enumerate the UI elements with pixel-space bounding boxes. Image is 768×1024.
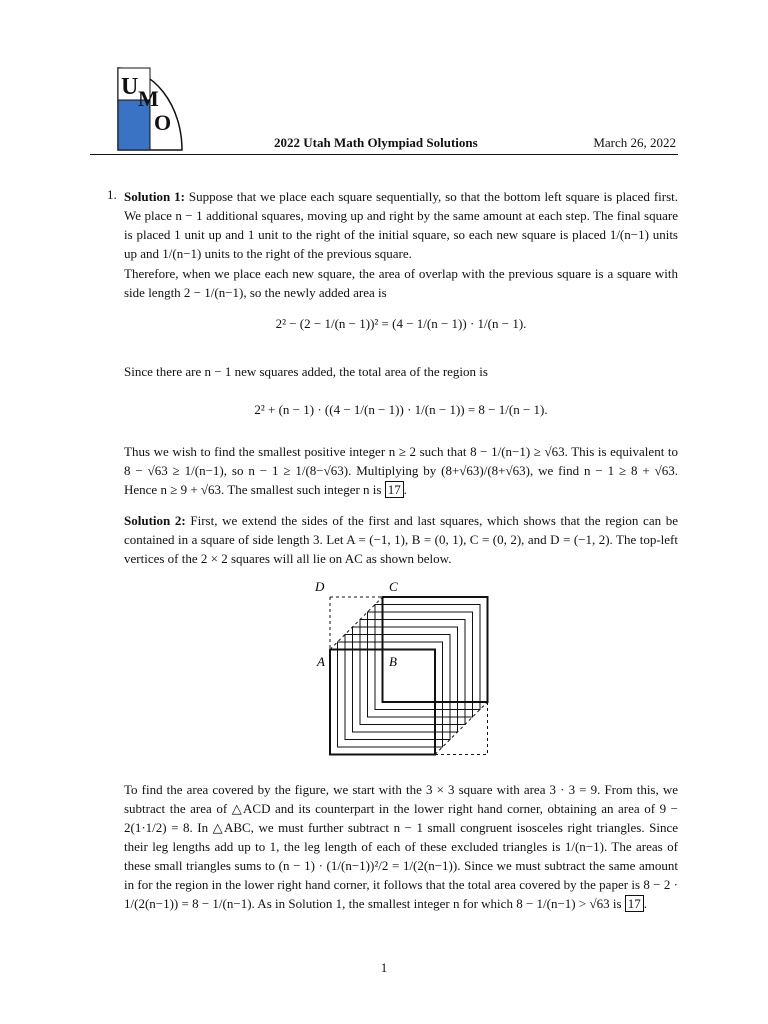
answer-box-2: 17 bbox=[625, 895, 644, 912]
solution1-text1: Suppose that we place each square sequentially, so that the bottom left square is placed first. We place n − 1 additional squares, moving up and right by the same amount at each step. The final square is placed 1 unit up and 1 unit to the right of the initial square, so each new square is placed 1/(n−1) units up and 1/(n−1) units to the right of the previous square. bbox=[124, 189, 679, 261]
equation-2: 2² + (n − 1) · ((4 − 1/(n − 1)) · 1/(n − 1)) = 8 − 1/(n − 1). bbox=[254, 402, 548, 417]
solution1-paragraph3: Since there are n − 1 new squares added, the total area of the region is bbox=[124, 364, 488, 379]
svg-text:O: O bbox=[154, 110, 172, 135]
label-C: C bbox=[389, 579, 398, 594]
solution1-label: Solution 1: bbox=[124, 189, 185, 204]
label-B: B bbox=[389, 654, 397, 669]
svg-text:M: M bbox=[138, 86, 159, 111]
document-date: March 26, 2022 bbox=[593, 135, 676, 150]
square-5 bbox=[360, 620, 465, 725]
solution1-paragraph1 bbox=[124, 187, 678, 263]
solution2-paragraph2: To find the area covered by the figure, we start with the 3 × 3 square with area 3 · 3 = 9. From this, we subtract the area of △ACD and its counterpart in the lower right hand corner, obtaining an area of 9 − 2(1·1/2) = 8. In △ABC, we must further subtract n − 1 small congruent isosceles right triangles. Since their leg lengths add up to 1, the leg length of each of these excluded triangles is 1/(n−1). The areas of these small triangles sums to (n − 1) · (1/(n−1))²/2 = 1/(2(n−1)). Since we must subtract the same amount in for the region in the lower right hand corner, it follows that the total area covered by the paper is 8 − 2 · 1/(2(n−1)) = 8 − 1/(n−1). As in Solution 1, the smallest integer n for which 8 − 1/(n−1) > √63 is 17 . bbox=[124, 782, 678, 911]
solution2-text1: First, we extend the sides of the first and last squares, which shows that the region can be contained in a square of side length 3. Let A = (−1, 1), B = (0, 1), C = (0, 2), and D = (−1, 2). The top-left vertices of the 2 × 2 squares will all lie on AC as shown below. bbox=[124, 513, 679, 566]
label-A: A bbox=[317, 654, 325, 669]
page-number: 1 bbox=[380, 960, 388, 975]
solution2-paragraph1 bbox=[124, 511, 678, 568]
document-title: 2022 Utah Math Olympiad Solutions bbox=[274, 135, 478, 150]
overlapping-squares-figure bbox=[300, 575, 510, 770]
solution1-paragraph4: Thus we wish to find the smallest positive integer n ≥ 2 such that 8 − 1/(n−1) ≥ √63. This is equivalent to 8 − √63 ≥ 1/(n−1), so n − 1 ≥ 1/(8−√63). Multiplying by (8+√63)/(8+√63), we find n − 1 ≥ 8 + √63. Hence n ≥ 9 + √63. The smallest such integer n is 17 . bbox=[124, 444, 678, 497]
solution2-text2: To find the area covered by the figure, we start with the 3 × 3 square with area 3 · 3 = 9. From this, we subtract the area of △ACD and its counterpart in the lower right hand corner, obtaining an area of 9 − 2(1·1/2) = 8. In △ABC, we must further subtract n − 1 small congruent isosceles right triangles. Since their leg lengths add up to 1, the leg length of each of these excluded triangles is 1/(n−1). The areas of these small triangles sums to (n − 1) · (1/(n−1))²/2 = 1/(2(n−1)). Since we must subtract the same amount in for the region in the lower right hand corner, it follows that the total area covered by the paper is 8 − 2 · 1/(2(n−1)) = 8 − 1/(n−1). As in Solution 1, the smallest integer n for which 8 − 1/(n−1) > √63 is bbox=[124, 782, 678, 911]
solution1-paragraph2: Therefore, when we place each new square, the area of overlap with the previous square is a square with side length 2 − 1/(n−1), so the newly added area is bbox=[124, 266, 678, 300]
header-rule bbox=[90, 154, 678, 155]
label-D: D bbox=[315, 579, 325, 594]
square-4 bbox=[353, 627, 458, 732]
problem-number: 1. bbox=[107, 187, 117, 202]
svg-text:U: U bbox=[121, 74, 139, 100]
solution2-label: Solution 2: bbox=[124, 513, 186, 528]
solution1-text4: Thus we wish to find the smallest positive integer n ≥ 2 such that 8 − 1/(n−1) ≥ √63. This is equivalent to 8 − √63 ≥ 1/(n−1), so n − 1 ≥ 1/(8−√63). Multiplying by (8+√63)/(8+√63), we find n − 1 ≥ 8 + √63. Hence n ≥ 9 + √63. The smallest such integer n is bbox=[124, 444, 678, 497]
answer-box-1: 17 bbox=[385, 481, 404, 498]
umo-logo bbox=[116, 66, 184, 152]
equation-1: 2² − (2 − 1/(n − 1))² = (4 − 1/(n − 1)) · 1/(n − 1). bbox=[275, 316, 527, 331]
